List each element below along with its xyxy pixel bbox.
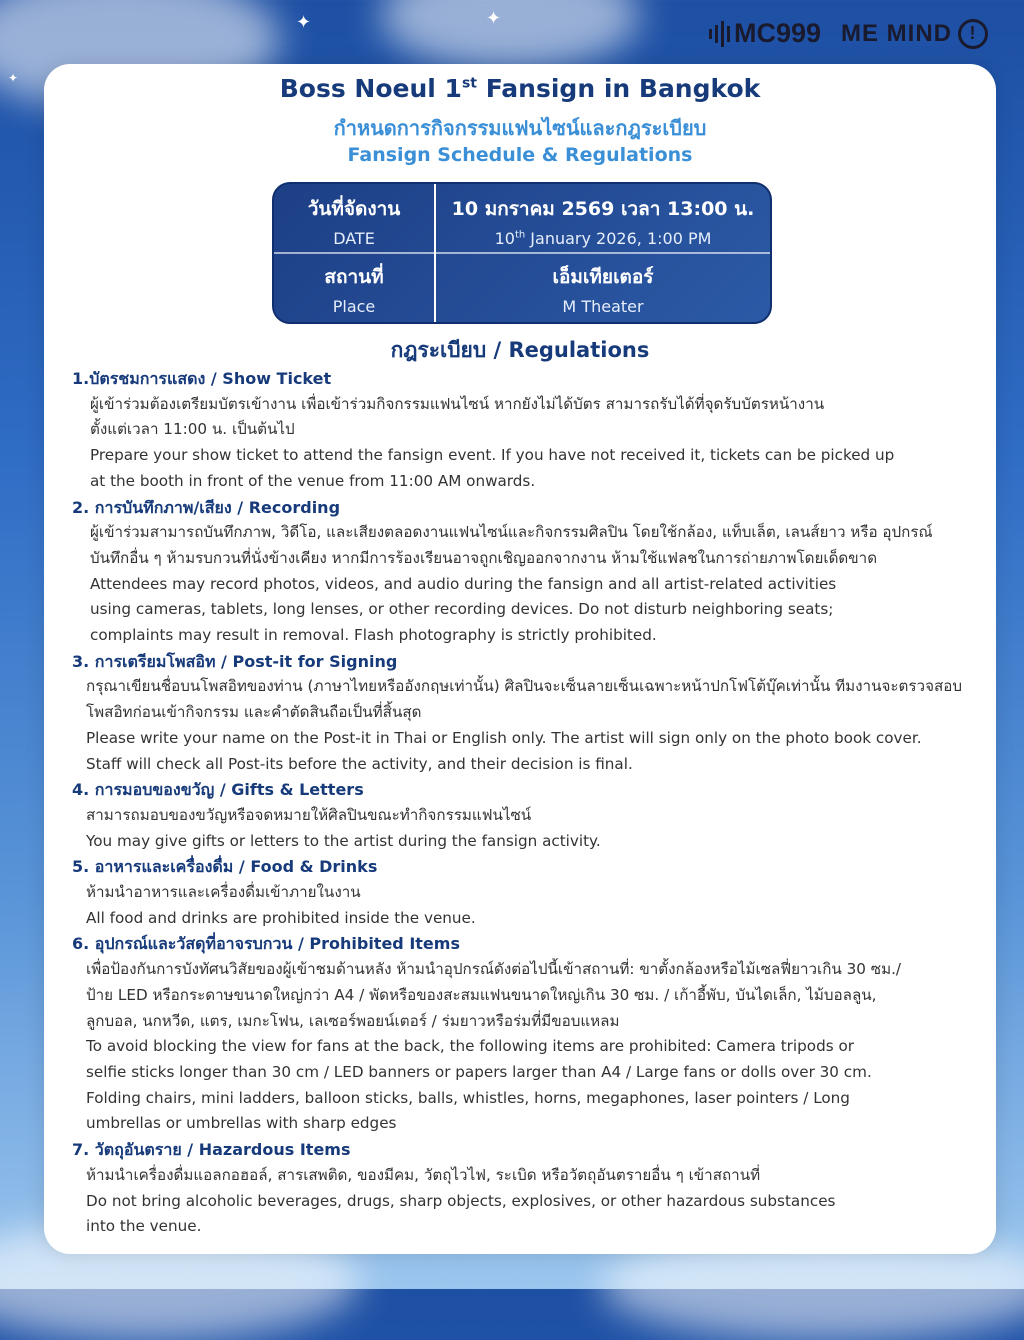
subtitle-thai: กำหนดการกิจกรรมแฟนไซน์และกฎระเบียบ: [333, 116, 707, 140]
regulation-item: [72, 1137, 982, 1240]
content-card: [44, 64, 996, 1254]
me-mind-badge-icon: !: [958, 19, 988, 49]
regulations-list: [72, 366, 982, 1240]
regulation-line: ผู้เข้าร่วมต้องเตรียมบัตรเข้างาน เพื่อเข้าร่วมกิจกรรมแฟนไซน์ หากยังไม่ได้บัตร สามารถรับได้ที่จุดรับบัตรหน้างาน: [90, 394, 825, 413]
regulation-heading: 2. การบันทึกภาพ/เสียง / Recording: [72, 497, 341, 517]
regulation-line: ป้าย LED หรือกระดาษขนาดใหญ่กว่า A4 / พัดหรือของสะสมแฟนขนาดใหญ่เกิน 30 ซม. / เก้าอี้พับ, บันไดเล็ก, ไม้บอลลูน,: [86, 985, 877, 1004]
regulation-line: กรุณาเขียนชื่อบนโพสอิทของท่าน (ภาษาไทยหรืออังกฤษเท่านั้น) ศิลปินจะเซ็นลายเซ็นเฉพาะหน้าปกโฟโต้บุ๊คเท่านั้น ทีมงานจะตรวจสอบ: [86, 677, 962, 696]
regulation-line: บันทึกอื่น ๆ ห้ามรบกวนที่นั่งข้างเคียง หากมีการร้องเรียนอาจถูกเชิญออกจากงาน ห้ามใช้แฟลชในการถ่ายภาพโดยเด็ดขาด: [90, 548, 878, 567]
subtitle-english: Fansign Schedule & Regulations: [347, 144, 693, 166]
sparkle-icon: ✦: [486, 8, 502, 29]
sparkle-icon: ✦: [296, 12, 312, 33]
page-title: Boss Noeul 1st Fansign in Bangkok: [279, 74, 761, 103]
divider: [274, 252, 770, 254]
regulation-item: [72, 495, 982, 649]
regulation-heading: 1.บัตรชมการแสดง / Show Ticket: [72, 369, 332, 388]
event-info-box: [272, 182, 772, 324]
me-mind-logo-text: ME MIND: [841, 19, 952, 47]
regulation-line: เพื่อป้องกันการบังทัศนวิสัยของผู้เข้าชมด้านหลัง ห้ามนำอุปกรณ์ดังต่อไปนี้เข้าสถานที่: ขาตั้งกล้องหรือไม้เซลฟี่ยาวเกิน 30 ซม./: [86, 960, 902, 979]
regulation-line: You may give gifts or letters to the artist during the fansign activity.: [86, 831, 601, 850]
date-label: วันที่จัดงาน DATE: [307, 198, 401, 248]
regulation-line: Please write your name on the Post-it in Thai or English only. The artist will sign only on the photo book cover.: [86, 728, 922, 747]
regulation-item: [72, 777, 982, 854]
brand-logos: [709, 18, 988, 49]
soundwave-icon: [709, 21, 730, 47]
regulation-heading: 7. วัตถุอันตราย / Hazardous Items: [72, 1140, 351, 1160]
mc999-logo-text: MC999: [733, 18, 821, 48]
regulation-line: selfie sticks longer than 30 cm / LED banners or papers larger than A4 / Large fans or dolls over 30 cm.: [86, 1062, 872, 1081]
regulation-line: at the booth in front of the venue from 11:00 AM onwards.: [90, 471, 536, 490]
regulations-title: กฎระเบียบ / Regulations: [390, 338, 650, 362]
me-mind-logo: [841, 19, 988, 49]
regulation-line: ห้ามนำเครื่องดื่มแอลกอฮอล์, สารเสพติด, ของมีคม, วัตถุไวไฟ, ระเบิด หรือวัตถุอันตรายอื่น ๆ เข้าสถานที่: [86, 1165, 761, 1184]
regulation-item: [72, 649, 982, 778]
regulation-line: ผู้เข้าร่วมสามารถบันทึกภาพ, วิดีโอ, และเสียงตลอดงานแฟนไซน์และกิจกรรมศิลปิน โดยใช้กล้อง, แท็บเล็ต, เลนส์ยาว หรือ อุปกรณ์: [90, 523, 933, 542]
regulation-item: [72, 854, 982, 931]
regulation-line: ห้ามนำอาหารและเครื่องดื่มเข้าภายในงาน: [86, 883, 361, 902]
regulation-heading: 4. การมอบของขวัญ / Gifts & Letters: [72, 780, 364, 800]
regulation-item: [72, 931, 982, 1137]
regulation-line: Prepare your show ticket to attend the fansign event. If you have not received it, tickets can be picked up: [90, 446, 895, 465]
regulation-line: Folding chairs, mini ladders, balloon sticks, balls, whistles, horns, megaphones, laser pointers / Long: [86, 1088, 850, 1107]
regulation-line: โพสอิทก่อนเข้ากิจกรรม และคำตัดสินถือเป็นที่สิ้นสุด: [86, 703, 422, 722]
regulation-heading: 3. การเตรียมโพสอิท / Post-it for Signing: [72, 651, 398, 671]
regulation-item: [72, 366, 982, 495]
regulation-line: umbrellas or umbrellas with sharp edges: [86, 1114, 397, 1133]
regulation-line: complaints may result in removal. Flash photography is strictly prohibited.: [90, 626, 657, 645]
regulation-line: Attendees may record photos, videos, and audio during the fansign and all artist-related activities: [90, 574, 837, 593]
regulation-line: ลูกบอล, นกหวีด, แตร, เมกะโฟน, เลเซอร์พอยน์เตอร์ / ร่มยาวหรือร่มที่มีขอบแหลม: [86, 1011, 620, 1030]
regulation-line: Do not bring alcoholic beverages, drugs, sharp objects, explosives, or other hazardous substances: [86, 1191, 836, 1210]
date-value: 10 มกราคม 2569 เวลา 13:00 น. 10th January 2026, 1:00 PM: [451, 198, 755, 248]
regulation-line: Staff will check all Post-its before the activity, and their decision is final.: [86, 754, 633, 773]
place-label: สถานที่ Place: [324, 266, 384, 316]
place-value: เอ็มเทียเตอร์ M Theater: [552, 266, 654, 316]
regulation-line: All food and drinks are prohibited inside the venue.: [86, 908, 476, 927]
regulation-line: To avoid blocking the view for fans at the back, the following items are prohibited: Camera tripods or: [86, 1037, 854, 1056]
regulation-heading: 5. อาหารและเครื่องดื่ม / Food & Drinks: [72, 857, 378, 877]
regulation-line: สามารถมอบของขวัญหรือจดหมายให้ศิลปินขณะทำกิจกรรมแฟนไซน์: [86, 805, 532, 824]
sparkle-icon: ✦: [8, 71, 19, 85]
mc999-logo: [709, 18, 821, 49]
cloud-decoration: [380, 0, 640, 70]
regulation-line: ตั้งแต่เวลา 11:00 น. เป็นต้นไป: [90, 420, 295, 439]
regulation-line: using cameras, tablets, long lenses, or other recording devices. Do not disturb neighboring seats;: [90, 600, 834, 619]
regulation-heading: 6. อุปกรณ์และวัสดุที่อาจรบกวน / Prohibited Items: [72, 934, 460, 954]
regulation-line: into the venue.: [86, 1217, 202, 1236]
